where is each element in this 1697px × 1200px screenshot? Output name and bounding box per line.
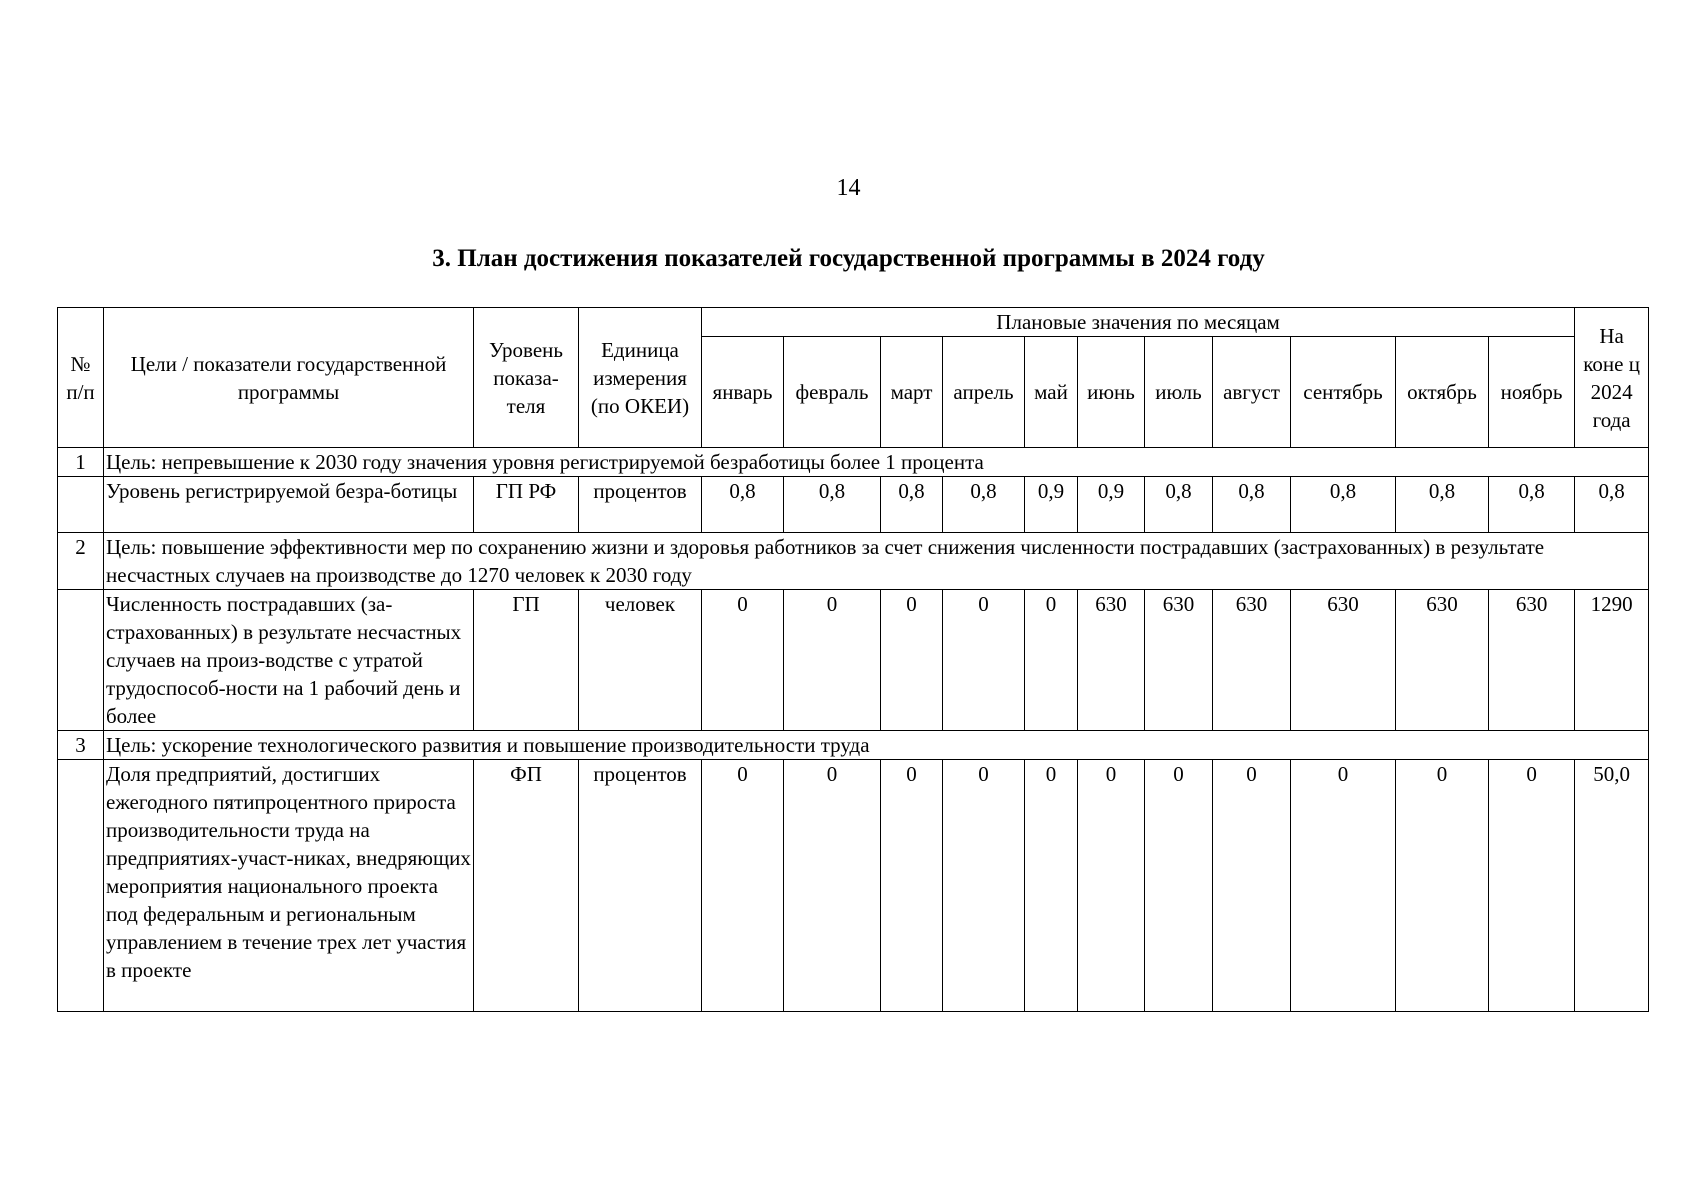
month-value: 0,9	[1078, 477, 1145, 533]
header-month: февраль	[784, 337, 881, 448]
indicator-level: ГП	[474, 590, 579, 731]
month-value: 0	[1078, 760, 1145, 1012]
header-month: июнь	[1078, 337, 1145, 448]
month-value: 0	[702, 590, 784, 731]
month-value: 0,8	[1291, 477, 1396, 533]
month-value: 0	[702, 760, 784, 1012]
month-value: 0	[1213, 760, 1291, 1012]
month-value: 0	[881, 760, 943, 1012]
indicator-name: Уровень регистрируемой безра-ботицы	[104, 477, 474, 533]
header-monthly-group: Плановые значения по месяцам	[702, 308, 1575, 337]
indicator-name: Численность пострадавших (за-страхованных) в результате несчастных случаев на произ-водстве с утратой трудоспособ-ности на 1 рабочий день и более	[104, 590, 474, 731]
month-value: 0	[1145, 760, 1213, 1012]
month-value: 0	[881, 590, 943, 731]
header-month: июль	[1145, 337, 1213, 448]
goal-number: 1	[58, 448, 104, 477]
month-value: 630	[1291, 590, 1396, 731]
goal-row	[58, 731, 1649, 760]
header-month: май	[1025, 337, 1078, 448]
goal-text: Цель: повышение эффективности мер по сохранению жизни и здоровья работников за счет снижения численности пострадавших (застрахованных) в результате несчастных случаев на производстве до 1270 человек к 2030 году	[104, 533, 1649, 590]
header-unit: Единица измерения (по ОКЕИ)	[579, 308, 702, 448]
header-month: октябрь	[1396, 337, 1489, 448]
header-year-end: На коне ц 2024 года	[1575, 308, 1649, 448]
month-value: 0	[1291, 760, 1396, 1012]
indicator-num-empty	[58, 477, 104, 533]
indicator-num-empty	[58, 590, 104, 731]
month-value: 630	[1078, 590, 1145, 731]
indicator-num-empty	[58, 760, 104, 1012]
year-end-value: 50,0	[1575, 760, 1649, 1012]
month-value: 0,8	[784, 477, 881, 533]
indicator-unit: человек	[579, 590, 702, 731]
header-num: № п/п	[58, 308, 104, 448]
month-value: 630	[1145, 590, 1213, 731]
month-value: 0,8	[943, 477, 1025, 533]
goal-text: Цель: непревышение к 2030 году значения уровня регистрируемой безработицы более 1 процента	[104, 448, 1649, 477]
header-month: март	[881, 337, 943, 448]
month-value: 0,8	[1213, 477, 1291, 533]
header-month: август	[1213, 337, 1291, 448]
month-value: 0,8	[702, 477, 784, 533]
header-level: Уровень показа-теля	[474, 308, 579, 448]
goal-text: Цель: ускорение технологического развития и повышение производительности труда	[104, 731, 1649, 760]
month-value: 0,8	[881, 477, 943, 533]
month-value: 0	[784, 590, 881, 731]
indicator-row	[58, 477, 1649, 533]
header-month: апрель	[943, 337, 1025, 448]
page-number: 14	[836, 175, 861, 201]
month-value: 0	[943, 590, 1025, 731]
indicator-unit: процентов	[579, 477, 702, 533]
month-value: 0,9	[1025, 477, 1078, 533]
goal-number: 2	[58, 533, 104, 590]
indicator-plan-table	[57, 307, 1649, 1012]
header-month: сентябрь	[1291, 337, 1396, 448]
document-title: 3. План достижения показателей государственной программы в 2024 году	[432, 245, 1265, 272]
month-value: 0	[1025, 590, 1078, 731]
indicator-unit: процентов	[579, 760, 702, 1012]
indicator-level: ГП РФ	[474, 477, 579, 533]
indicator-row	[58, 590, 1649, 731]
indicator-row	[58, 760, 1649, 1012]
month-value: 0,8	[1489, 477, 1575, 533]
month-value: 0	[1489, 760, 1575, 1012]
month-value: 0	[943, 760, 1025, 1012]
header-goals: Цели / показатели государственной программы	[104, 308, 474, 448]
indicator-name: Доля предприятий, достигших ежегодного пятипроцентного прироста производительности труда на предприятиях-участ-никах, внедряющих мероприятия национального проекта под федеральным и региональным управлением в течение трех лет участия в проекте	[104, 760, 474, 1012]
month-value: 0	[784, 760, 881, 1012]
month-value: 630	[1396, 590, 1489, 731]
year-end-value: 1290	[1575, 590, 1649, 731]
month-value: 0	[1396, 760, 1489, 1012]
month-value: 630	[1213, 590, 1291, 731]
year-end-value: 0,8	[1575, 477, 1649, 533]
month-value: 630	[1489, 590, 1575, 731]
month-value: 0,8	[1145, 477, 1213, 533]
month-value: 0,8	[1396, 477, 1489, 533]
goal-row	[58, 448, 1649, 477]
header-month: ноябрь	[1489, 337, 1575, 448]
indicator-level: ФП	[474, 760, 579, 1012]
month-value: 0	[1025, 760, 1078, 1012]
goal-number: 3	[58, 731, 104, 760]
goal-row	[58, 533, 1649, 590]
header-month: январь	[702, 337, 784, 448]
